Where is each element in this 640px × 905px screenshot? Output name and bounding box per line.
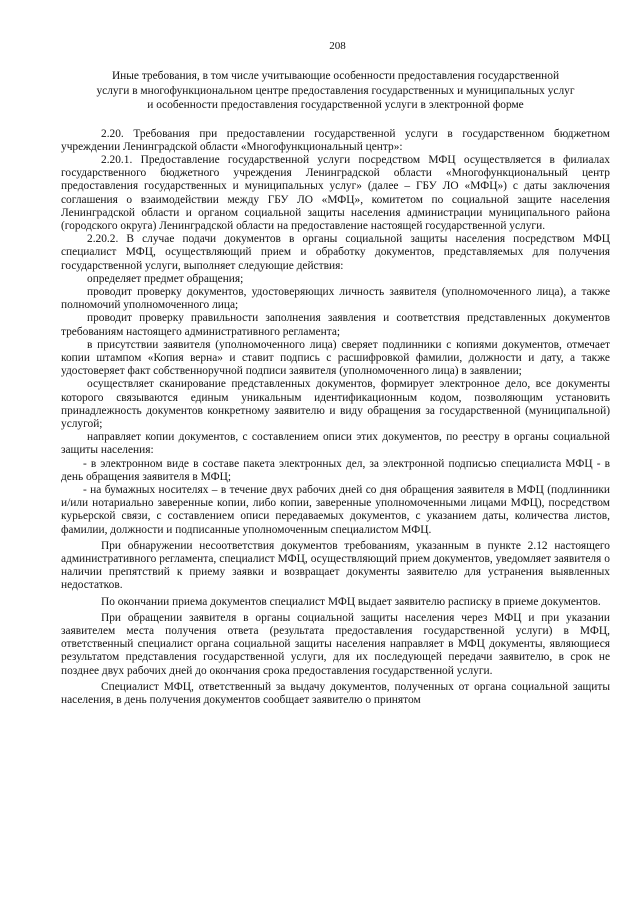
section-title-line: услуги в многофункциональном центре предоставления государственных и муниципальных услуг (96, 84, 575, 97)
action-item: направляет копии документов, с составлением описи этих документов, по реестру в органы социальной защиты населения: (61, 431, 610, 457)
paragraph-2-20-2: 2.20.2. В случае подачи документов в органы социальной защиты населения посредством МФЦ специалист МФЦ, осуществляющий прием и обработку документов, представляемых для получения государственной услуги, выполняет следующие действия: (61, 233, 610, 272)
section-title (61, 69, 610, 113)
dash-list-item: - на бумажных носителях – в течение двух рабочих дней со дня обращения заявителя в МФЦ (подлинники и/или нотариально заверенные копии, либо копии, заверенные уполномоченными лицами МФЦ), посредством курьерской связи, с составлением описи передаваемых документов, с указанием даты, количества листов, фамилии, должности и подписанные уполномоченным специалистом МФЦ. (61, 483, 610, 536)
paragraph-2-20-1: 2.20.1. Предоставление государственной услуги посредством МФЦ осуществляется в филиалах государственного бюджетного учреждения Ленинградской области «Многофункциональный центр предоставления государственных и муниципальных услуг» (далее – ГБУ ЛО «МФЦ») с даты заключения соглашения о взаимодействии между ГБУ ЛО «МФЦ», комитетом по социальной защите населения Ленинградской области и органом социальной защиты населения администрации муниципального района (городского округа) Ленинградской области на предоставление настоящей государственной услуги. (61, 153, 610, 232)
page-number: 208 (329, 40, 346, 52)
section-title-line: Иные требования, в том числе учитывающие особенности предоставления государственной (111, 70, 560, 82)
paragraph-receipt: По окончании приема документов специалист МФЦ выдает заявителю расписку в приеме документов. (101, 595, 601, 608)
action-item: определяет предмет обращения; (87, 272, 244, 285)
action-item: проводит проверку правильности заполнения заявления и соответствия представленных документов требованиям настоящего административного регламента; (61, 312, 610, 338)
document-body (61, 128, 610, 708)
paragraph-result-delivery: При обращении заявителя в органы социальной защиты населения через МФЦ и при указании заявителем места получения ответа (результата предоставления государственной услуги) в МФЦ, ответственный специалист органа социальной защиты населения направляет в МФЦ документы, являющиеся результатом представления государственной услуги, для их последующей передачи заявителю, в срок не позднее двух рабочих дней до окончания срока предоставления государственной услуги. (61, 611, 610, 677)
paragraph-2-20: 2.20. Требования при предоставлении государственной услуги в государственном бюджетном учреждении Ленинградской области «Многофункциональный центр»: (61, 127, 610, 153)
paragraph-issuing-specialist: Специалист МФЦ, ответственный за выдачу документов, полученных от органа социальной защиты населения, в день получения документов сообщает заявителю о принятом (61, 680, 610, 707)
paragraph-nonconformity: При обнаружении несоответствия документов требованиям, указанным в пункте 2.12 настоящего административного регламента, специалист МФЦ, осуществляющий прием документов, уведомляет заявителя о наличии препятствий к приему заявки и возвращает документы заявителю для устранения выявленных недостатков. (61, 539, 610, 592)
section-title-line: и особенности предоставления государственной услуги в электронной форме (147, 99, 524, 111)
dash-list-item: - в электронном виде в составе пакета электронных дел, за электронной подписью специалиста МФЦ - в день обращения заявителя в МФЦ; (61, 457, 610, 483)
action-item: в присутствии заявителя (уполномоченного лица) сверяет подлинники с копиями документов, отмечает копии штампом «Копия верна» и ставит подпись с расшифровкой фамилии, должности и дату, а также удостоверяет факт собственноручной подписи заявителя (уполномоченного лица) в заявлении; (61, 338, 610, 378)
action-item: проводит проверку документов, удостоверяющих личность заявителя (уполномоченного лица), а также полномочий уполномоченного лица; (61, 285, 610, 312)
action-item: осуществляет сканирование представленных документов, формирует электронное дело, все документы которого связываются единым уникальным идентификационным кодом, позволяющим установить принадлежность документов конкретному заявителю и виду обращения за государственной (муниципальной) услугой; (61, 378, 610, 430)
